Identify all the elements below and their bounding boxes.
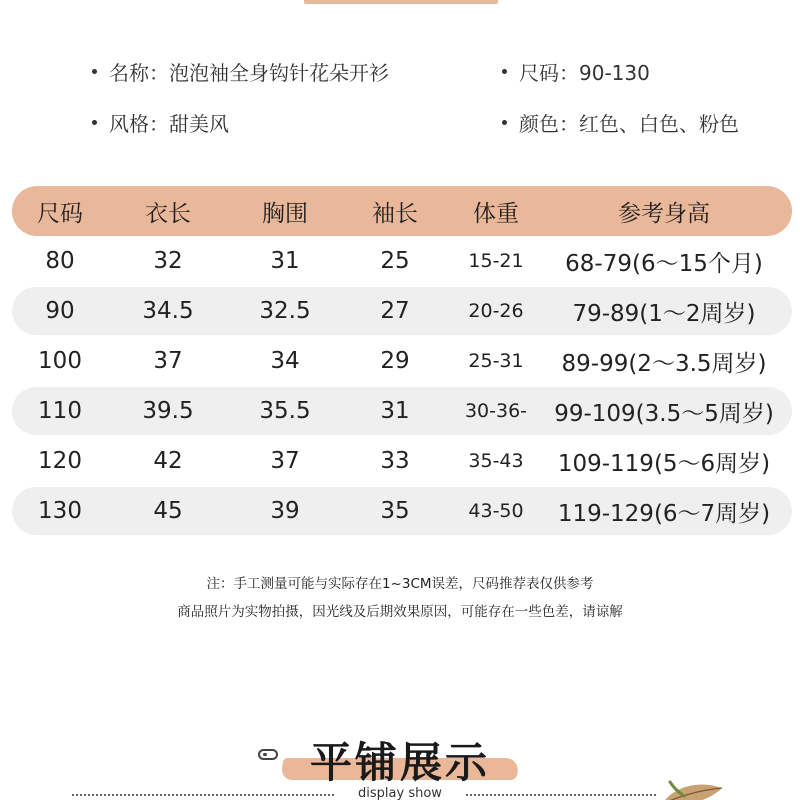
display-section-header [0,728,800,800]
table-cell: 30-36- [464,400,528,422]
table-cell: 35 [380,498,410,524]
table-cell: 31 [380,398,410,424]
header-cell: 参考身高 [618,200,710,227]
bullet-icon [502,120,507,125]
table-cell: 109-119(5～6周岁) [557,450,771,477]
size-table-header [12,186,792,236]
table-row [12,436,792,486]
table-row [12,387,792,435]
table-cell: 39.5 [142,398,194,424]
table-cell: 43-50 [468,500,524,522]
size-table [12,186,792,536]
table-cell: 45 [153,498,183,524]
dotted-divider-right [466,794,656,796]
table-cell: 32 [153,248,183,274]
header-cell: 袖长 [372,200,418,227]
table-row [12,487,792,535]
table-cell: 68-79(6～15个月) [565,250,763,277]
header-cell: 胸围 [262,200,308,227]
dotted-divider-left [72,794,334,796]
bullet-icon [92,120,97,125]
table-cell: 119-129(6～7周岁) [557,500,771,527]
table-cell: 80 [45,248,75,274]
table-cell: 20-26 [468,300,524,322]
header-cell: 衣长 [145,200,191,227]
table-cell: 42 [153,448,183,474]
table-cell: 32.5 [259,298,311,324]
info-size [502,57,650,86]
table-cell: 79-89(1～2周岁) [572,300,756,327]
info-name-text: 名称：泡泡袖全身钩针花朵开衫 [109,61,389,85]
info-color-text: 颜色：红色、白色、粉色 [519,112,739,136]
info-color [502,108,739,137]
info-style [92,108,229,137]
table-cell: 33 [380,448,410,474]
table-cell: 39 [270,498,300,524]
info-style-text: 风格：甜美风 [109,112,229,136]
table-row [12,236,792,286]
capsule-icon [258,749,278,760]
table-row [12,287,792,335]
table-cell: 15-21 [468,250,524,272]
table-cell: 34 [270,348,300,374]
table-cell: 100 [38,348,82,374]
table-cell: 34.5 [142,298,194,324]
table-cell: 120 [38,448,82,474]
table-cell: 37 [270,448,300,474]
table-cell: 37 [153,348,183,374]
table-cell: 110 [38,398,82,424]
measurement-note: 注：手工测量可能与实际存在1~3CM误差，尺码推荐表仅供参考 [206,576,594,592]
section-subtitle: display show [358,786,442,800]
table-cell: 89-99(2～3.5周岁) [561,350,767,377]
color-disclaimer-note: 商品照片为实物拍摄，因光线及后期效果原因，可能存在一些色差，请谅解 [177,604,623,620]
table-row [12,336,792,386]
table-cell: 35-43 [468,450,524,472]
leaf-icon [660,778,724,800]
table-cell: 29 [380,348,410,374]
bullet-icon [92,69,97,74]
section-title: 平铺展示 [309,738,490,787]
info-size-text: 尺码：90-130 [519,61,650,85]
table-cell: 31 [270,248,300,274]
table-cell: 90 [45,298,75,324]
table-cell: 25-31 [468,350,524,372]
header-cell: 尺码 [37,200,83,227]
info-name [92,57,389,86]
top-accent-bar [304,0,498,4]
table-cell: 27 [380,298,410,324]
bullet-icon [502,69,507,74]
table-cell: 35.5 [259,398,311,424]
header-cell: 体重 [473,200,519,227]
table-cell: 25 [380,248,410,274]
table-cell: 99-109(3.5～5周岁) [554,400,774,427]
table-cell: 130 [38,498,82,524]
